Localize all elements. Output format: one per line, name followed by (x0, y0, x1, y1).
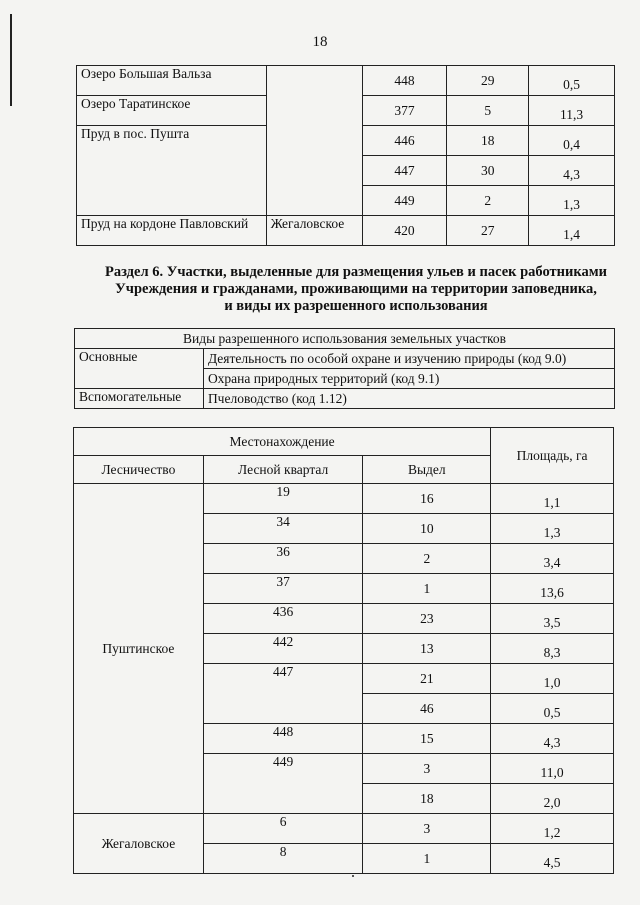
area-cell: 3,4 (491, 544, 614, 574)
area-cell: 0,5 (529, 66, 615, 96)
area-cell: 4,3 (491, 724, 614, 754)
quarter-cell: 420 (362, 216, 447, 246)
quarter-cell: 377 (362, 96, 447, 126)
land-use-table (74, 328, 615, 409)
table-row (75, 349, 615, 369)
vydel-cell: 18 (363, 784, 491, 814)
area-cell: 1,4 (529, 216, 615, 246)
page-margin-line (10, 14, 12, 106)
vydel-cell: 2 (363, 544, 491, 574)
main-use-item: Охрана природных территорий (код 9.1) (203, 369, 614, 389)
area-cell: 0,5 (491, 694, 614, 724)
quarter-cell: 449 (203, 754, 363, 814)
object-name: Озеро Таратинское (77, 96, 267, 126)
area-cell: 1,2 (491, 814, 614, 844)
area-cell: 1,3 (491, 514, 614, 544)
page-number: 18 (312, 34, 328, 50)
vydel-cell: 15 (363, 724, 491, 754)
table-row (74, 428, 614, 456)
quarter-cell: 442 (203, 634, 363, 664)
forestry-cell: Жегаловское (74, 814, 204, 874)
vydel-cell: 30 (447, 156, 529, 186)
area-cell: 4,3 (529, 156, 615, 186)
object-name: Пруд в пос. Пушта (77, 126, 267, 216)
quarter-cell: 447 (362, 156, 447, 186)
quarter-cell: 19 (203, 484, 363, 514)
area-cell: 0,4 (529, 126, 615, 156)
quarter-cell: 8 (203, 844, 363, 874)
vydel-cell: 3 (363, 754, 491, 784)
quarter-cell: 449 (362, 186, 447, 216)
area-cell: 8,3 (491, 634, 614, 664)
object-name: Пруд на кордоне Павловский (77, 216, 267, 246)
water-bodies-table (76, 65, 615, 246)
location-header: Местонахождение (74, 428, 491, 456)
quarter-cell: 436 (203, 604, 363, 634)
area-cell: 1,0 (491, 664, 614, 694)
quarter-cell: 37 (203, 574, 363, 604)
object-name: Озеро Большая Вальза (77, 66, 267, 96)
vydel-cell: 23 (363, 604, 491, 634)
vydel-cell: 2 (447, 186, 529, 216)
vydel-cell: 16 (363, 484, 491, 514)
area-cell: 4,5 (491, 844, 614, 874)
quarter-cell: 446 (362, 126, 447, 156)
forestry-cell: Жегаловское (266, 216, 362, 246)
table-row (74, 484, 614, 514)
table-row (77, 216, 615, 246)
forestry-cell: Пуштинское (74, 484, 204, 814)
area-cell: 13,6 (491, 574, 614, 604)
aux-use-item: Пчеловодство (код 1.12) (203, 389, 614, 409)
table-row (74, 814, 614, 844)
forestry-header: Лесничество (74, 456, 204, 484)
scan-speck (352, 875, 354, 877)
vydel-cell: 1 (363, 574, 491, 604)
quarter-cell: 447 (203, 664, 363, 724)
section-heading-line: и виды их разрешенного использования (224, 298, 488, 314)
vydel-cell: 29 (447, 66, 529, 96)
vydel-cell: 27 (447, 216, 529, 246)
apiary-plots-table (73, 427, 614, 874)
vydel-cell: 18 (447, 126, 529, 156)
forestry-cell-empty (266, 66, 362, 216)
table-row (75, 329, 615, 349)
section-heading-line: Раздел 6. Участки, выделенные для размещения ульев и пасек работниками (105, 264, 607, 280)
vydel-cell: 3 (363, 814, 491, 844)
vydel-cell: 21 (363, 664, 491, 694)
section-6-heading (86, 264, 626, 315)
area-header: Площадь, га (491, 428, 614, 484)
quarter-cell: 34 (203, 514, 363, 544)
area-cell: 1,1 (491, 484, 614, 514)
vydel-cell: 10 (363, 514, 491, 544)
vydel-header: Выдел (363, 456, 491, 484)
table-row (75, 389, 615, 409)
quarter-cell: 448 (203, 724, 363, 754)
area-cell: 3,5 (491, 604, 614, 634)
vydel-cell: 5 (447, 96, 529, 126)
quarter-cell: 448 (362, 66, 447, 96)
quarter-cell: 6 (203, 814, 363, 844)
vydel-cell: 46 (363, 694, 491, 724)
area-cell: 11,3 (529, 96, 615, 126)
table-row (77, 66, 615, 96)
quarter-cell: 36 (203, 544, 363, 574)
vydel-cell: 13 (363, 634, 491, 664)
main-use-item: Деятельность по особой охране и изучению природы (код 9.0) (203, 349, 614, 369)
area-cell: 11,0 (491, 754, 614, 784)
quarter-header: Лесной квартал (203, 456, 363, 484)
land-use-header: Виды разрешенного использования земельных участков (75, 329, 615, 349)
vydel-cell: 1 (363, 844, 491, 874)
area-cell: 2,0 (491, 784, 614, 814)
area-cell: 1,3 (529, 186, 615, 216)
main-use-label: Основные (75, 349, 204, 389)
aux-use-label: Вспомогательные (75, 389, 204, 409)
section-heading-line: Учреждения и гражданами, проживающими на территории заповедника, (115, 281, 597, 297)
